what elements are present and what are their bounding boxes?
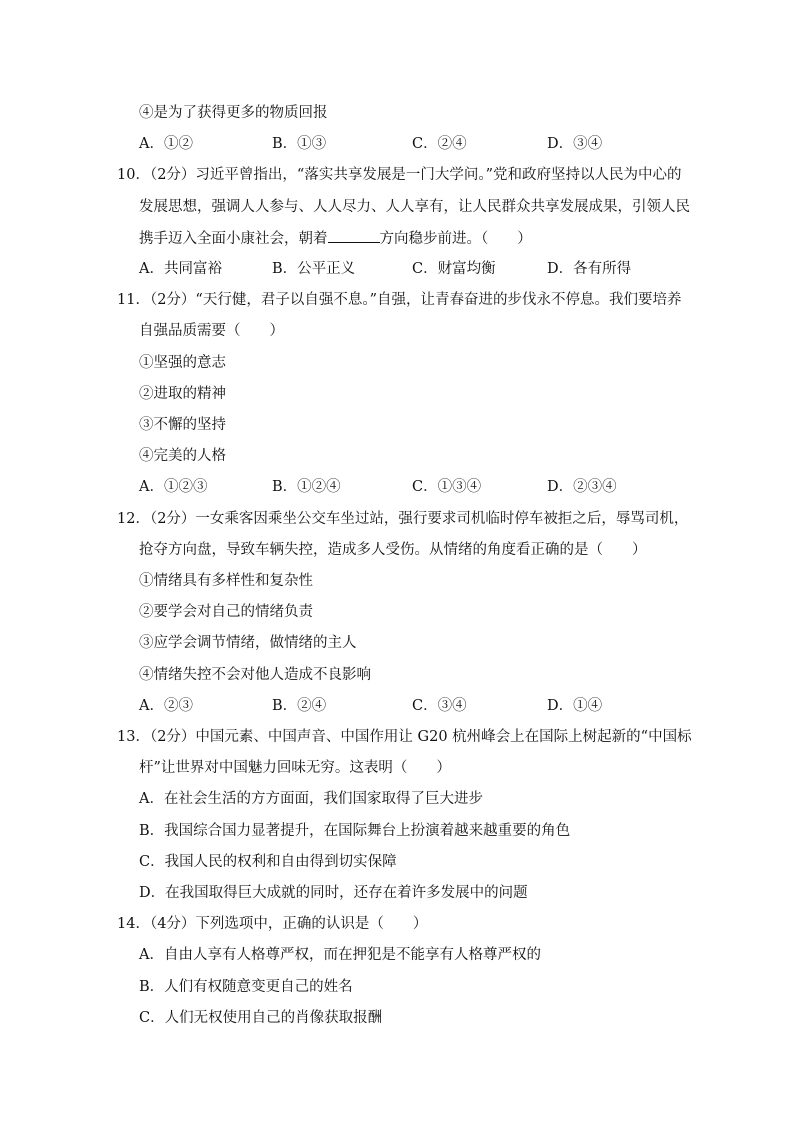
statement: ③应学会调节情绪，做情绪的主人 xyxy=(139,635,357,651)
answer-option: D．各有所得 xyxy=(547,261,632,277)
answer-option: B．①③ xyxy=(272,136,327,152)
answer-option: C．③④ xyxy=(412,698,467,714)
answer-options xyxy=(139,134,659,154)
answer-options xyxy=(139,696,659,716)
answer-options xyxy=(139,259,659,279)
text-before-blank: 携手迈入全面小康社会，朝着 xyxy=(139,231,328,247)
answer-option: D．③④ xyxy=(547,136,603,152)
answer-option: D．②③④ xyxy=(547,479,617,495)
question-text: 杆”让世界对中国魅力回味无穷。这表明（ ） xyxy=(139,760,451,776)
question-text: 发展思想，强调人人参与、人人尽力、人人享有，让人民群众共享发展成果，引领人民 xyxy=(139,199,690,215)
answer-option: A．共同富裕 xyxy=(139,261,222,277)
statement: ④情绪失控不会对他人造成不良影响 xyxy=(139,667,371,683)
question-stem: 12．（2分）一女乘客因乘坐公交车坐过站，强行要求司机临时停车被拒之后，辱骂司机， xyxy=(117,511,689,527)
question-text-with-blank xyxy=(139,228,532,248)
fill-in-blank xyxy=(328,228,380,243)
question-text: 自强品质需要（ ） xyxy=(139,323,284,339)
statement: ③不懈的坚持 xyxy=(139,417,226,433)
statement: ②要学会对自己的情绪负责 xyxy=(139,604,313,620)
statement: ④完美的人格 xyxy=(139,448,226,464)
question-stem: 13．（2分）中国元素、中国声音、中国作用让 G20 杭州峰会上在国际上树起新的“中国标 xyxy=(117,729,692,745)
text-after-blank: 方向稳步前进。（ ） xyxy=(379,231,532,247)
answer-option: C．①③④ xyxy=(412,479,482,495)
statement: ②进取的精神 xyxy=(139,386,226,402)
statement: A．在社会生活的方方面面，我们国家取得了巨大进步 xyxy=(139,791,483,807)
answer-option: A．①② xyxy=(139,136,193,152)
question-text: 抢夺方向盘，导致车辆失控，造成多人受伤。从情绪的角度看正确的是（ ） xyxy=(139,542,647,558)
answer-option: C．财富均衡 xyxy=(412,261,496,277)
statement: ④是为了获得更多的物质回报 xyxy=(139,105,328,121)
question-stem: 11．（2分）“天行健，君子以自强不息。”自强，让青春奋进的步伐永不停息。我们要培养 xyxy=(117,292,682,308)
question-stem: 14．（4分）下列选项中，正确的认识是（ ） xyxy=(117,916,428,932)
statement: ①情绪具有多样性和复杂性 xyxy=(139,573,313,589)
answer-option: B．①②④ xyxy=(272,479,341,495)
statement: A．自由人享有人格尊严权，而在押犯是不能享有人格尊严权的 xyxy=(139,947,541,963)
answer-option: A．②③ xyxy=(139,698,193,714)
statement: B．我国综合国力显著提升，在国际舞台上扮演着越来越重要的角色 xyxy=(139,823,571,839)
answer-option: D．①④ xyxy=(547,698,603,714)
answer-option: C．②④ xyxy=(412,136,467,152)
answer-options xyxy=(139,477,659,497)
answer-option: A．①②③ xyxy=(139,479,208,495)
answer-option: B．②④ xyxy=(272,698,327,714)
question-stem: 10．（2分）习近平曾指出，“落实共享发展是一门大学问。”党和政府坚持以人民为中心的 xyxy=(117,167,682,183)
answer-option: B．公平正义 xyxy=(272,261,356,277)
statement: B．人们有权随意变更自己的姓名 xyxy=(139,979,353,995)
statement: ①坚强的意志 xyxy=(139,355,226,371)
statement: D．在我国取得巨大成就的同时，还存在着许多发展中的问题 xyxy=(139,885,528,901)
statement: C．我国人民的权利和自由得到切实保障 xyxy=(139,854,397,870)
statement: C．人们无权使用自己的肖像获取报酬 xyxy=(139,1010,383,1026)
